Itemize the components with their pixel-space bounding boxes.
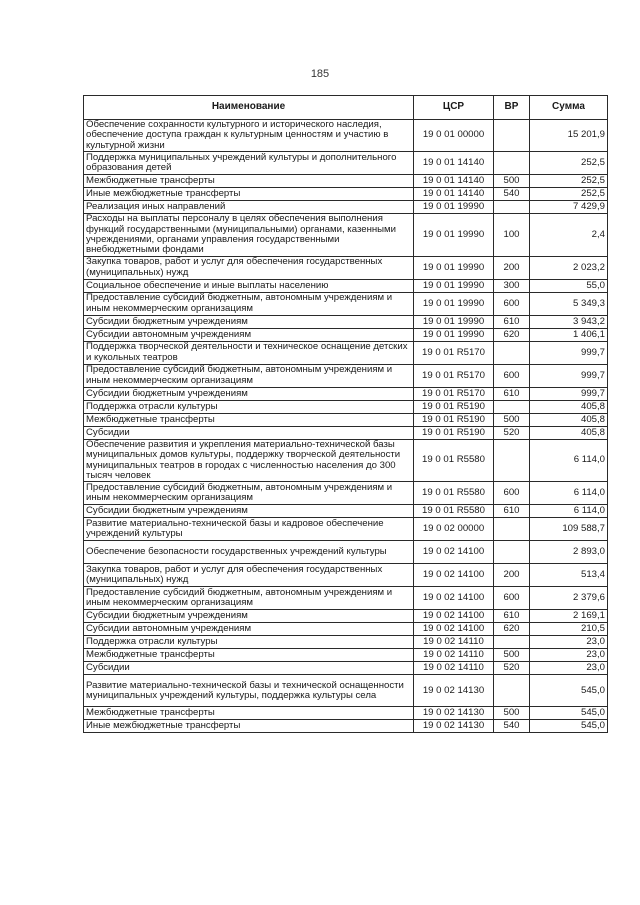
cell-name: Закупка товаров, работ и услуг для обеспечения государственных (муниципальных) нужд: [84, 256, 414, 279]
page-number: 185: [310, 68, 330, 80]
budget-table: [83, 95, 608, 733]
table-row: [84, 328, 608, 341]
cell-sum: 55,0: [530, 279, 608, 292]
cell-sum: 405,8: [530, 426, 608, 439]
cell-name: Поддержка отрасли культуры: [84, 400, 414, 413]
cell-vr: [494, 201, 530, 214]
cell-vr: 600: [494, 292, 530, 315]
cell-sum: 15 201,9: [530, 120, 608, 152]
cell-name: Субсидии бюджетным учреждениям: [84, 315, 414, 328]
cell-csr: 19 0 02 14100: [414, 623, 494, 636]
cell-csr: 19 0 01 14140: [414, 152, 494, 175]
table-row: [84, 201, 608, 214]
table-row: [84, 315, 608, 328]
cell-csr: 19 0 02 14100: [414, 564, 494, 587]
header-name: Наименование: [84, 96, 414, 120]
cell-name: Межбюджетные трансферты: [84, 175, 414, 188]
cell-csr: 19 0 01 R5170: [414, 364, 494, 387]
cell-sum: 23,0: [530, 662, 608, 675]
table-row: [84, 587, 608, 610]
cell-vr: 540: [494, 720, 530, 733]
cell-name: Развитие материально-технической базы и кадровое обеспечение учреждений культуры: [84, 518, 414, 541]
cell-sum: 2 169,1: [530, 610, 608, 623]
cell-csr: 19 0 01 R5170: [414, 387, 494, 400]
cell-sum: 252,5: [530, 175, 608, 188]
cell-name: Закупка товаров, работ и услуг для обеспечения государственных (муниципальных) нужд: [84, 564, 414, 587]
cell-vr: 610: [494, 610, 530, 623]
table-row: [84, 439, 608, 482]
cell-sum: 252,5: [530, 188, 608, 201]
cell-name: Социальное обеспечение и иные выплаты населению: [84, 279, 414, 292]
cell-csr: 19 0 02 14110: [414, 662, 494, 675]
header-sum: Сумма: [530, 96, 608, 120]
cell-sum: 545,0: [530, 707, 608, 720]
cell-sum: 3 943,2: [530, 315, 608, 328]
cell-vr: [494, 152, 530, 175]
cell-name: Межбюджетные трансферты: [84, 649, 414, 662]
cell-csr: 19 0 02 14110: [414, 636, 494, 649]
table-row: [84, 214, 608, 257]
cell-name: Поддержка отрасли культуры: [84, 636, 414, 649]
cell-name: Предоставление субсидий бюджетным, автономным учреждениям и иным некоммерческим организациям: [84, 364, 414, 387]
table-row: [84, 623, 608, 636]
table-row: [84, 400, 608, 413]
cell-name: Иные межбюджетные трансферты: [84, 188, 414, 201]
cell-sum: 999,7: [530, 341, 608, 364]
cell-vr: 620: [494, 328, 530, 341]
cell-sum: 513,4: [530, 564, 608, 587]
cell-vr: 520: [494, 662, 530, 675]
table-row: [84, 610, 608, 623]
table-row: [84, 175, 608, 188]
cell-vr: 300: [494, 279, 530, 292]
cell-vr: [494, 541, 530, 564]
cell-vr: 500: [494, 175, 530, 188]
cell-name: Межбюджетные трансферты: [84, 707, 414, 720]
cell-sum: 2 023,2: [530, 256, 608, 279]
cell-csr: 19 0 01 19990: [414, 315, 494, 328]
table-row: [84, 482, 608, 505]
cell-vr: 610: [494, 387, 530, 400]
cell-sum: 5 349,3: [530, 292, 608, 315]
table-row: [84, 364, 608, 387]
cell-sum: 252,5: [530, 152, 608, 175]
cell-vr: 600: [494, 587, 530, 610]
cell-csr: 19 0 01 14140: [414, 188, 494, 201]
cell-name: Межбюджетные трансферты: [84, 413, 414, 426]
cell-csr: 19 0 01 R5170: [414, 341, 494, 364]
cell-csr: 19 0 02 14110: [414, 649, 494, 662]
table-row: [84, 152, 608, 175]
cell-vr: 600: [494, 482, 530, 505]
cell-csr: 19 0 01 19990: [414, 328, 494, 341]
table-row: [84, 188, 608, 201]
cell-name: Предоставление субсидий бюджетным, автономным учреждениям и иным некоммерческим организациям: [84, 587, 414, 610]
table-row: [84, 256, 608, 279]
cell-csr: 19 0 01 R5580: [414, 505, 494, 518]
cell-name: Реализация иных направлений: [84, 201, 414, 214]
cell-csr: 19 0 02 14100: [414, 610, 494, 623]
cell-csr: 19 0 01 R5580: [414, 482, 494, 505]
cell-csr: 19 0 02 14100: [414, 587, 494, 610]
cell-name: Расходы на выплаты персоналу в целях обеспечения выполнения функций государственными (муниципальными) органами, казенными учреждениями, органами управления государственными внебюджетными фондами: [84, 214, 414, 257]
cell-vr: [494, 518, 530, 541]
cell-name: Субсидии: [84, 662, 414, 675]
cell-vr: 500: [494, 649, 530, 662]
cell-csr: 19 0 02 14130: [414, 707, 494, 720]
cell-vr: 600: [494, 364, 530, 387]
table-row: [84, 413, 608, 426]
cell-sum: 999,7: [530, 364, 608, 387]
cell-csr: 19 0 02 14130: [414, 675, 494, 707]
table-row: [84, 675, 608, 707]
table-row: [84, 279, 608, 292]
table-row: [84, 720, 608, 733]
cell-vr: [494, 400, 530, 413]
cell-name: Обеспечение сохранности культурного и исторического наследия, обеспечение доступа граждан к культурным ценностям и участию в культурной жизни: [84, 120, 414, 152]
table-row: [84, 387, 608, 400]
table-row: [84, 426, 608, 439]
cell-name: Субсидии бюджетным учреждениям: [84, 505, 414, 518]
cell-csr: 19 0 01 R5190: [414, 413, 494, 426]
table-row: [84, 564, 608, 587]
cell-sum: 2 379,6: [530, 587, 608, 610]
cell-vr: 200: [494, 564, 530, 587]
table-row: [84, 541, 608, 564]
cell-vr: [494, 341, 530, 364]
cell-csr: 19 0 01 19990: [414, 292, 494, 315]
cell-csr: 19 0 01 R5190: [414, 400, 494, 413]
cell-sum: 6 114,0: [530, 439, 608, 482]
table-row: [84, 292, 608, 315]
cell-csr: 19 0 01 R5580: [414, 439, 494, 482]
cell-vr: [494, 675, 530, 707]
cell-sum: 6 114,0: [530, 482, 608, 505]
cell-sum: 2 893,0: [530, 541, 608, 564]
cell-vr: 100: [494, 214, 530, 257]
cell-name: Поддержка муниципальных учреждений культуры и дополнительного образования детей: [84, 152, 414, 175]
cell-name: Иные межбюджетные трансферты: [84, 720, 414, 733]
cell-vr: 610: [494, 505, 530, 518]
cell-sum: 23,0: [530, 649, 608, 662]
cell-csr: 19 0 01 R5190: [414, 426, 494, 439]
cell-csr: 19 0 02 14100: [414, 541, 494, 564]
cell-sum: 405,8: [530, 400, 608, 413]
cell-name: Субсидии: [84, 426, 414, 439]
cell-vr: 620: [494, 623, 530, 636]
cell-name: Поддержка творческой деятельности и техническое оснащение детских и кукольных театров: [84, 341, 414, 364]
cell-name: Субсидии бюджетным учреждениям: [84, 387, 414, 400]
cell-vr: 610: [494, 315, 530, 328]
cell-csr: 19 0 01 19990: [414, 201, 494, 214]
cell-sum: 545,0: [530, 720, 608, 733]
cell-name: Предоставление субсидий бюджетным, автономным учреждениям и иным некоммерческим организациям: [84, 482, 414, 505]
cell-csr: 19 0 02 00000: [414, 518, 494, 541]
header-csr: ЦСР: [414, 96, 494, 120]
cell-vr: [494, 120, 530, 152]
cell-csr: 19 0 01 19990: [414, 214, 494, 257]
cell-sum: 109 588,7: [530, 518, 608, 541]
cell-vr: [494, 439, 530, 482]
cell-sum: 405,8: [530, 413, 608, 426]
table-row: [84, 636, 608, 649]
cell-vr: [494, 636, 530, 649]
cell-vr: 540: [494, 188, 530, 201]
cell-csr: 19 0 02 14130: [414, 720, 494, 733]
table-row: [84, 518, 608, 541]
cell-name: Обеспечение безопасности государственных учреждений культуры: [84, 541, 414, 564]
cell-vr: 200: [494, 256, 530, 279]
table-row: [84, 341, 608, 364]
header-vr: ВР: [494, 96, 530, 120]
cell-sum: 6 114,0: [530, 505, 608, 518]
cell-name: Субсидии автономным учреждениям: [84, 328, 414, 341]
cell-csr: 19 0 01 14140: [414, 175, 494, 188]
cell-name: Развитие материально-технической базы и технической оснащенности муниципальных учреждений культуры, поддержка культуры села: [84, 675, 414, 707]
cell-vr: 520: [494, 426, 530, 439]
cell-sum: 545,0: [530, 675, 608, 707]
cell-name: Субсидии автономным учреждениям: [84, 623, 414, 636]
table-row: [84, 505, 608, 518]
table-row: [84, 120, 608, 152]
cell-csr: 19 0 01 00000: [414, 120, 494, 152]
cell-sum: 2,4: [530, 214, 608, 257]
cell-name: Обеспечение развития и укрепления материально-технической базы муниципальных домов культуры, поддержку творческой деятельности муниципальных театров в городах с численностью населения до 300 тысяч человек: [84, 439, 414, 482]
table-row: [84, 707, 608, 720]
cell-name: Субсидии бюджетным учреждениям: [84, 610, 414, 623]
cell-vr: 500: [494, 413, 530, 426]
cell-csr: 19 0 01 19990: [414, 256, 494, 279]
cell-vr: 500: [494, 707, 530, 720]
cell-sum: 23,0: [530, 636, 608, 649]
cell-sum: 210,5: [530, 623, 608, 636]
table-row: [84, 662, 608, 675]
header-row: [84, 96, 608, 120]
cell-name: Предоставление субсидий бюджетным, автономным учреждениям и иным некоммерческим организациям: [84, 292, 414, 315]
cell-sum: 1 406,1: [530, 328, 608, 341]
cell-csr: 19 0 01 19990: [414, 279, 494, 292]
cell-sum: 7 429,9: [530, 201, 608, 214]
cell-sum: 999,7: [530, 387, 608, 400]
table-row: [84, 649, 608, 662]
